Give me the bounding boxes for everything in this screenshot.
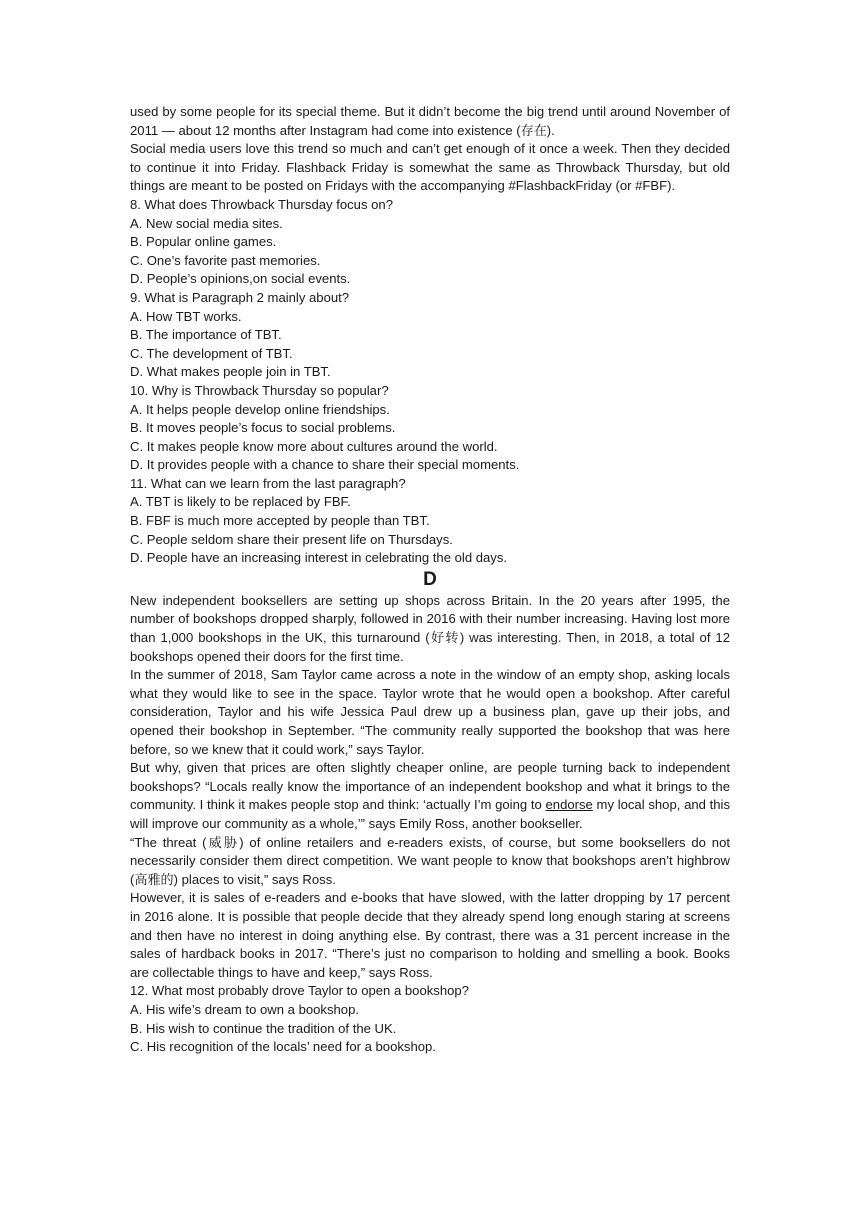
question-12 [130,982,730,1056]
option-c: C. People seldom share their present life on Thursdays. [130,531,453,547]
option-d: D. People have an increasing interest in celebrating the old days. [130,550,508,566]
option-b: B. It moves people’s focus to social problems. [130,420,396,436]
passage-d-paragraph-4: “The threat (威胁) of online retailers and e-readers exists, of course, but some booksellers do not necessarily consider them direct competition. We want people to know that bookshops aren’t highbrow (高雅的) places to visit,” says Ross. [130,834,730,887]
paragraph-text: my local shop, and this will improve our community as a whole,’” says Emily Ross, another bookseller. [130,797,730,831]
underlined-word: endorse [545,797,593,813]
option-c: C. The development of TBT. [130,345,293,361]
option-d: D. What makes people join in TBT. [130,364,331,380]
passage-d-paragraph-5: However, it is sales of e-readers and e-books that have slowed, with the latter dropping by 17 percent in 2016 alone. It is possible that people decide that they already spend long enough staring at screens and then have no interest in doing anything else. By contrast, there was a 31 percent increase in the sales of hardback books in 2017. “There’s just no comparison to holding and smelling a book. Books are collectable things to have and keep,” says Ross. [130,890,730,980]
option-b: B. Popular online games. [130,234,277,250]
option-a: A. It helps people develop online friendships. [130,401,390,417]
question-stem: 9. What is Paragraph 2 mainly about? [130,289,350,305]
document-page [130,103,730,1057]
passage-c-last-paragraph: Social media users love this trend so much and can’t get enough of it once a week. Then they decided to continue it into Friday. Flashback Friday is somewhat the same as Throwback Thursday, but old things are meant to be posted on Fridays with the accompanying #FlashbackFriday (or #FBF). [130,141,730,194]
question-stem: 10. Why is Throwback Thursday so popular? [130,382,389,398]
question-stem: 8. What does Throwback Thursday focus on? [130,196,393,212]
question-10 [130,382,730,475]
question-11 [130,475,730,568]
paragraph-text: But why, given that prices are often slightly cheaper online, are people turning back to independent bookshops? “Locals really know the importance of an independent bookshop and what it brings to the community. I think it makes people stop and think: ‘actually I’m going to [130,760,730,813]
option-c: C. His recognition of the locals’ need for a bookshop. [130,1039,436,1055]
option-c: C. One’s favorite past memories. [130,252,321,268]
section-heading-d: D [423,568,437,590]
option-b: B. His wish to continue the tradition of the UK. [130,1020,397,1036]
option-a: A. TBT is likely to be replaced by FBF. [130,494,351,510]
question-stem: 11. What can we learn from the last paragraph? [130,475,406,491]
option-c: C. It makes people know more about cultures around the world. [130,438,498,454]
option-a: A. How TBT works. [130,308,242,324]
question-9 [130,289,730,382]
passage-d-paragraph-2: In the summer of 2018, Sam Taylor came across a note in the window of an empty shop, asking locals what they would like to see in the space. Taylor wrote that he would open a bookshop. After careful consideration, Taylor and his wife Jessica Paul drew up a business plan, gave up their jobs, and opened their bookshop in September. “The community really supported the bookshop that was here before, so we knew that it could work,” says Taylor. [130,667,730,757]
option-a: A. New social media sites. [130,215,283,231]
option-d: D. People’s opinions,on social events. [130,271,351,287]
passage-d-paragraph-1: New independent booksellers are setting up shops across Britain. In the 20 years after 1995, the number of bookshops dropped sharply, followed in 2016 with their number increasing. Having lost more than 1,000 bookshops in the UK, this turnaround (好转) was interesting. Then, in 2018, a total of 12 bookshops opened their doors for the first time. [130,592,730,664]
passage-c-paragraph: used by some people for its special theme. But it didn’t become the big trend until around November of 2011 — about 12 months after Instagram had come into existence (存在). [130,104,730,138]
passage-d-paragraph-3 [130,759,730,833]
question-stem: 12. What most probably drove Taylor to open a bookshop? [130,983,469,999]
option-b: B. The importance of TBT. [130,327,282,343]
option-a: A. His wife’s dream to own a bookshop. [130,1001,360,1017]
question-8 [130,196,730,289]
option-d: D. It provides people with a chance to share their special moments. [130,457,520,473]
option-b: B. FBF is much more accepted by people than TBT. [130,513,430,529]
